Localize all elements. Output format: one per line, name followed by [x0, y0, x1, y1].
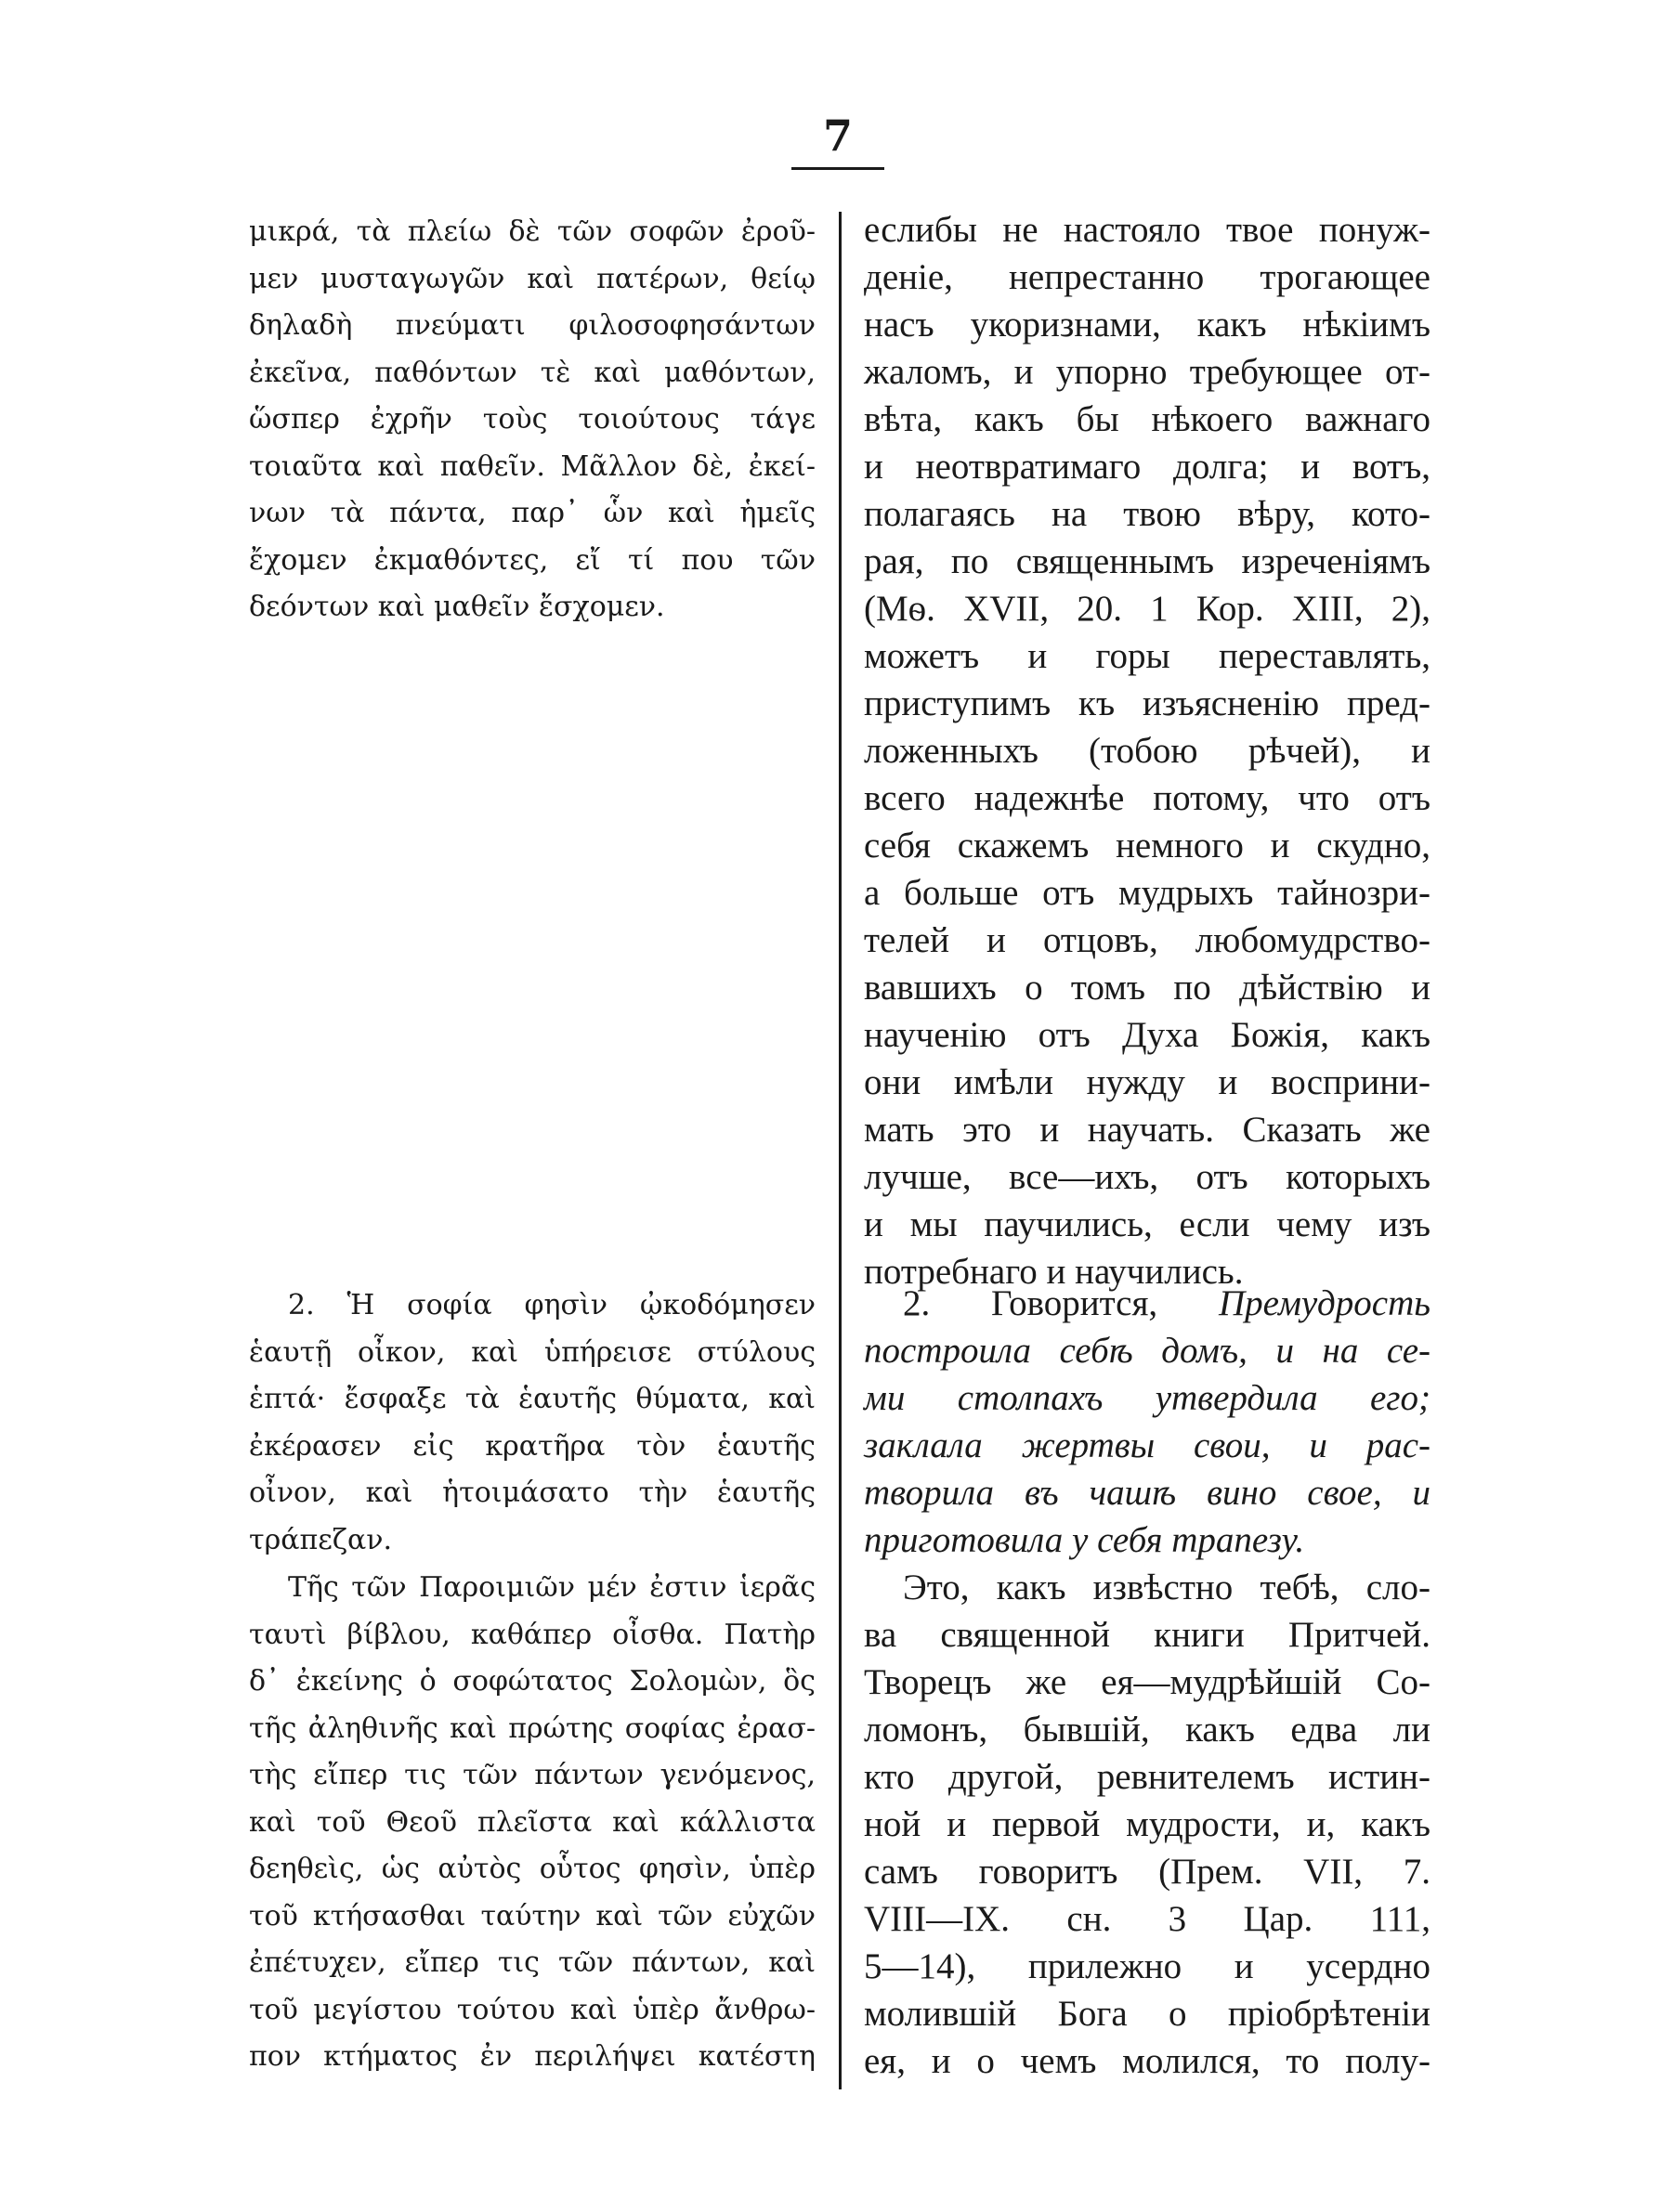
- r3-line: молившій Бога о пріобрѣтеніи: [864, 1994, 1430, 2034]
- r2-line: творила въ чашѣ вино свое, и: [864, 1473, 1430, 1513]
- g3-line: τὴς εἴπερ τις τῶν πάντων γενόμενος,: [249, 1759, 816, 1791]
- g3-line: καὶ τοῦ Θεοῦ πλεῖστα καὶ κάλλιστα: [249, 1805, 816, 1839]
- russian-paragraph-1: [864, 206, 1430, 1295]
- r3-line: Это, какъ извѣстно тебѣ, сло-: [903, 1568, 1430, 1607]
- g3-line: τοῦ κτήσασθαι ταύτην καὶ τῶν εὐχῶν: [249, 1899, 816, 1932]
- g3-line: δεηθεὶς, ὡς αὐτὸς οὗτος φησὶν, ὑπὲρ: [249, 1853, 816, 1885]
- russian-paragraph-2-italic-first: Премудрость: [1218, 1283, 1431, 1323]
- g1-line: ἔχομεν ἐκμαθόντες, εἴ τί που τῶν: [249, 543, 816, 577]
- g2-line: 2. Ἡ σοφία φησὶν ᾠκοδόμησεν: [288, 1289, 816, 1321]
- r1-line: мать это и научать. Сказать же: [864, 1110, 1430, 1150]
- r3-line: VIII—IX. сн. 3 Цар. 111,: [864, 1899, 1430, 1939]
- g3-line: ταυτὶ βίβλου, καθάπερ οἶσθα. Πατὴρ: [249, 1618, 816, 1651]
- greek-paragraph-2: [249, 1282, 816, 1564]
- g2-line: ἑαυτῇ οἶκον, καὶ ὑπήρεισε στύλους: [249, 1335, 816, 1369]
- r3-line: кто другой, ревнителемъ истин-: [864, 1757, 1430, 1797]
- g3-line: τῆς ἀληθινῆς καὶ πρώτης σοφίας ἐρασ-: [249, 1711, 816, 1745]
- r1-line: (Мѳ. XVII, 20. 1 Кор. XIII, 2),: [864, 589, 1430, 629]
- r1-line: деніе, непрестанно трогающее: [864, 257, 1430, 297]
- russian-paragraph-3: [864, 1564, 1430, 2085]
- page-number: 7: [822, 111, 853, 161]
- r1-line: наученію отъ Духа Божія, какъ: [864, 1015, 1430, 1055]
- russian-paragraph-2-italic-lines: [864, 1327, 1430, 1564]
- r1-line: вавшихъ о томъ по дѣйствію и: [864, 968, 1430, 1008]
- g1-line: δηλαδὴ πνεύματι φιλοσοφησάντων: [249, 309, 816, 342]
- right-column: [864, 0, 1430, 2212]
- g1-line: ὥσπερ ἐχρῆν τοὺς τοιούτους τάγε: [249, 403, 816, 436]
- r2-line: приготовила у себя трапезу.: [864, 1520, 1305, 1560]
- r1-line: вѣта, какъ бы нѣкоего важнаго: [864, 399, 1430, 439]
- r1-line: потребнаго и научились.: [864, 1252, 1244, 1292]
- g3-line: πον κτήματος ἐν περιλήψει κατέστη: [249, 2040, 816, 2073]
- russian-paragraph-2: [864, 1280, 1430, 1564]
- r1-line: еслибы не настояло твое понуж-: [864, 210, 1430, 250]
- r2-line: построила себѣ домъ, и на се-: [864, 1331, 1430, 1371]
- r1-line: рая, по священнымъ изреченіямъ: [864, 541, 1430, 581]
- r1-line: и неотвратимаго долга; и вотъ,: [864, 447, 1430, 487]
- g3-line: δ᾽ ἐκείνης ὁ σοφώτατος Σολομὼν, ὃς: [249, 1665, 816, 1698]
- r3-line: ломонъ, бывшій, какъ едва ли: [864, 1710, 1430, 1750]
- g3-line: τοῦ μεγίστου τούτου καὶ ὑπὲρ ἄνθρω-: [249, 1993, 816, 2026]
- g3-line: ἐπέτυχεν, εἴπερ τις τῶν πάντων, καὶ: [249, 1946, 816, 1979]
- r1-line: и мы паучились, если чему изъ: [864, 1204, 1430, 1244]
- r1-line: а больше отъ мудрыхъ тайнозри-: [864, 873, 1430, 913]
- r2-line: заклала жертвы свои, и рас-: [864, 1425, 1430, 1465]
- r1-line: телей и отцовъ, любомудрство-: [864, 920, 1430, 960]
- r3-line: Творецъ же ея—мудрѣйшій Со-: [864, 1662, 1430, 1702]
- r3-line: ея, и о чемъ молился, то полу-: [864, 2041, 1430, 2081]
- r1-line: они имѣли нужду и восприни-: [864, 1062, 1430, 1102]
- g3-line: Τῆς τῶν Παροιμιῶν μέν ἐστιν ἱερᾶς: [288, 1571, 816, 1604]
- r1-line: насъ укоризнами, какъ нѣкіимъ: [864, 305, 1430, 345]
- g2-line: οἶνον, καὶ ἡτοιμάσατο τὴν ἑαυτῆς: [249, 1477, 816, 1509]
- r2-line: ми столпахъ утвердила его;: [864, 1378, 1430, 1418]
- g2-line: τράπεζαν.: [249, 1523, 393, 1556]
- g2-line: ἐκέρασεν εἰς κρατῆρα τὸν ἑαυτῆς: [249, 1429, 816, 1463]
- r1-line: полагаясь на твою вѣру, кото-: [864, 494, 1430, 534]
- russian-paragraph-2-line-1: [864, 1280, 1430, 1327]
- g1-line: μεν μυσταγωγῶν καὶ πατέρων, θείῳ: [249, 262, 816, 295]
- g1-line: τοιαῦτα καὶ παθεῖν. Μᾶλλον δὲ, ἐκεί-: [249, 449, 816, 483]
- greek-paragraph-3: [249, 1565, 816, 2081]
- r3-line: ва священной книги Притчей.: [864, 1615, 1430, 1655]
- column-divider: [839, 212, 842, 2089]
- r3-line: 5—14), прилежно и усердно: [864, 1946, 1430, 1986]
- r1-line: лучше, все—ихъ, отъ которыхъ: [864, 1157, 1430, 1197]
- g1-line: μικρά, τὰ πλείω δὲ τῶν σοφῶν ἐροῦ-: [249, 215, 816, 248]
- r3-line: ной и первой мудрости, и, какъ: [864, 1804, 1430, 1844]
- left-column: [249, 0, 816, 2212]
- r1-line: можетъ и горы переставлять,: [864, 636, 1430, 676]
- r1-line: приступимъ къ изъясненію пред-: [864, 683, 1430, 723]
- g2-line: ἑπτά· ἔσφαξε τὰ ἑαυτῆς θύματα, καὶ: [249, 1383, 816, 1415]
- g1-line: νων τὰ πάντα, παρ᾽ ὧν καὶ ἡμεῖς: [249, 497, 816, 529]
- r1-line: жаломъ, и упорно требующее от-: [864, 352, 1430, 392]
- r3-line: самъ говоритъ (Прем. VII, 7.: [864, 1852, 1430, 1892]
- russian-paragraph-2-prefix: 2. Говорится,: [903, 1283, 1158, 1323]
- r1-line: ложенныхъ (тобою рѣчей), и: [864, 731, 1430, 771]
- g1-line: ἐκεῖνα, παθόντων τὲ καὶ μαθόντων,: [249, 356, 816, 389]
- r1-line: всего надежнѣе потому, что отъ: [864, 778, 1430, 818]
- r1-line: себя скажемъ немного и скудно,: [864, 826, 1430, 865]
- greek-paragraph-1: [249, 209, 816, 631]
- g1-line: δεόντων καὶ μαθεῖν ἔσχομεν.: [249, 591, 665, 623]
